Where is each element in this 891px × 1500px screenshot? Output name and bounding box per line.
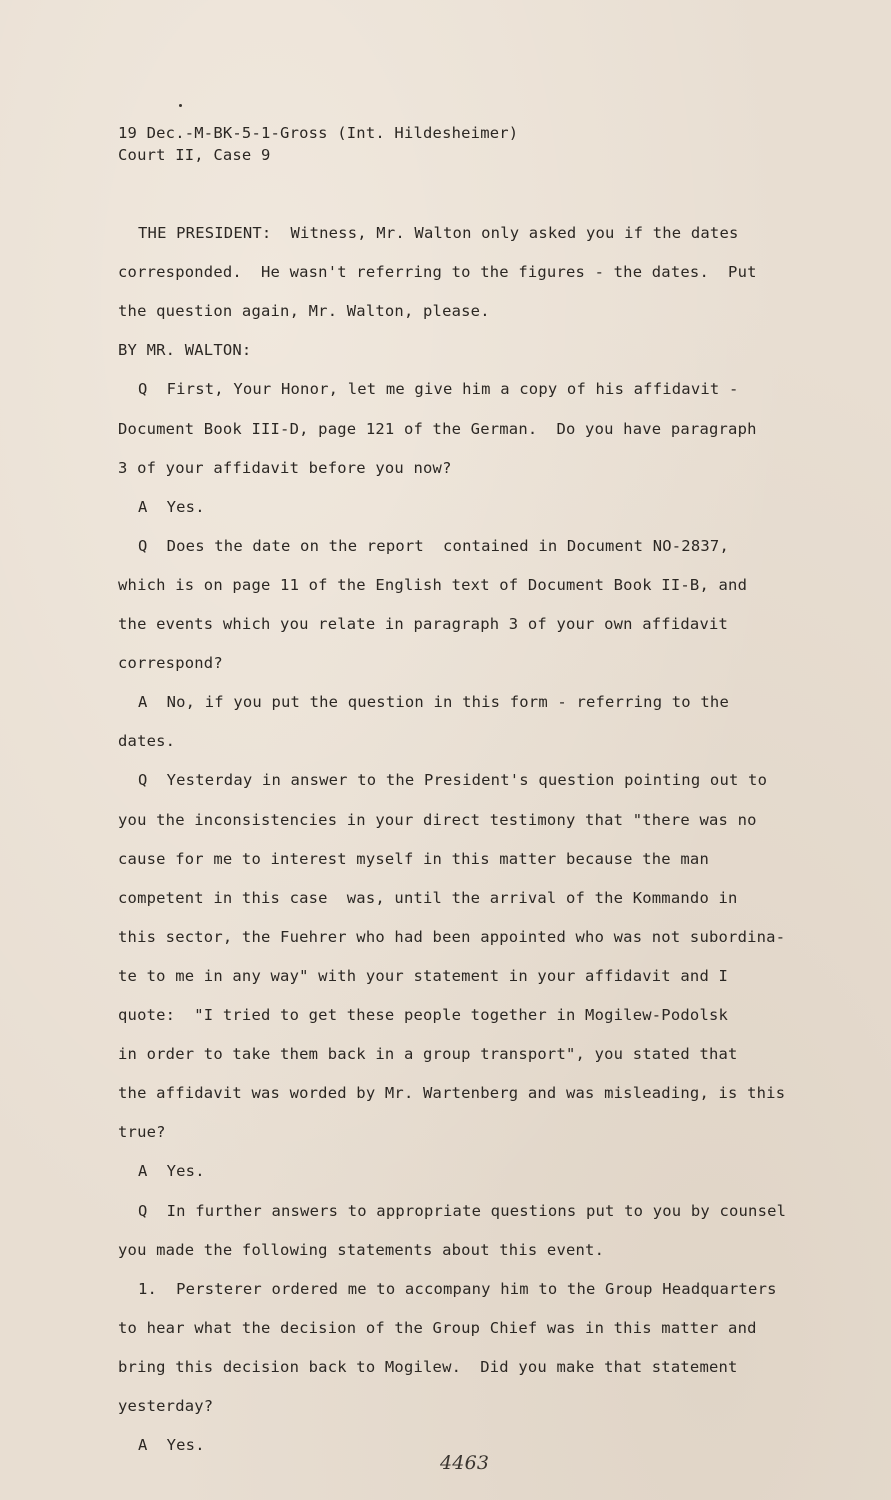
- page-number: 4463: [440, 1452, 490, 1474]
- transcript-line: Q Does the date on the report contained in Document NO-2837,: [138, 537, 729, 555]
- transcript-line: competent in this case was, until the arrival of the Kommando in: [118, 889, 738, 907]
- transcript-line: Q Yesterday in answer to the President's question pointing out to: [138, 771, 768, 789]
- transcript-line: to hear what the decision of the Group Chief was in this matter and: [118, 1319, 757, 1337]
- transcript-line: Q In further answers to appropriate questions put to you by counsel: [138, 1202, 787, 1220]
- transcript-line: correspond?: [118, 654, 223, 672]
- header-line-1: 19 Dec.-M-BK-5-1-Gross (Int. Hildesheimer): [118, 124, 519, 142]
- transcript-line: bring this decision back to Mogilew. Did you make that statement: [118, 1358, 738, 1376]
- transcript-line: A No, if you put the question in this form - referring to the: [138, 693, 729, 711]
- transcript-line: A Yes.: [138, 1162, 205, 1180]
- transcript-line: quote: "I tried to get these people together in Mogilew-Podolsk: [118, 1006, 729, 1024]
- transcript-line: cause for me to interest myself in this matter because the man: [118, 850, 709, 868]
- transcript-line: true?: [118, 1123, 166, 1141]
- transcript-line: te to me in any way" with your statement in your affidavit and I: [118, 967, 729, 985]
- transcript-line: you made the following statements about this event.: [118, 1241, 605, 1259]
- transcript-line: the affidavit was worded by Mr. Wartenberg and was misleading, is this: [118, 1084, 786, 1102]
- transcript-line: A Yes.: [138, 1436, 205, 1454]
- transcript-line: Q First, Your Honor, let me give him a copy of his affidavit -: [138, 380, 739, 398]
- transcript-line: dates.: [118, 732, 176, 750]
- header-line-2: Court II, Case 9: [118, 146, 271, 164]
- ink-speck: [179, 104, 182, 107]
- transcript-line: yesterday?: [118, 1397, 214, 1415]
- transcript-line: which is on page 11 of the English text of Document Book II-B, and: [118, 576, 748, 594]
- transcript-line: the question again, Mr. Walton, please.: [118, 302, 490, 320]
- transcript-line: 1. Persterer ordered me to accompany him to the Group Headquarters: [138, 1280, 777, 1298]
- transcript-line: A Yes.: [138, 498, 205, 516]
- transcript-line: in order to take them back in a group transport", you stated that: [118, 1045, 738, 1063]
- transcript-line: THE PRESIDENT: Witness, Mr. Walton only asked you if the dates: [138, 224, 739, 242]
- transcript-line: corresponded. He wasn't referring to the figures - the dates. Put: [118, 263, 757, 281]
- transcript-line: this sector, the Fuehrer who had been appointed who was not subordina-: [118, 928, 786, 946]
- transcript-line: BY MR. WALTON:: [118, 341, 252, 359]
- transcript-line: you the inconsistencies in your direct testimony that "there was no: [118, 811, 757, 829]
- transcript-line: 3 of your affidavit before you now?: [118, 459, 452, 477]
- transcript-line: Document Book III-D, page 121 of the German. Do you have paragraph: [118, 420, 757, 438]
- transcript-line: the events which you relate in paragraph 3 of your own affidavit: [118, 615, 729, 633]
